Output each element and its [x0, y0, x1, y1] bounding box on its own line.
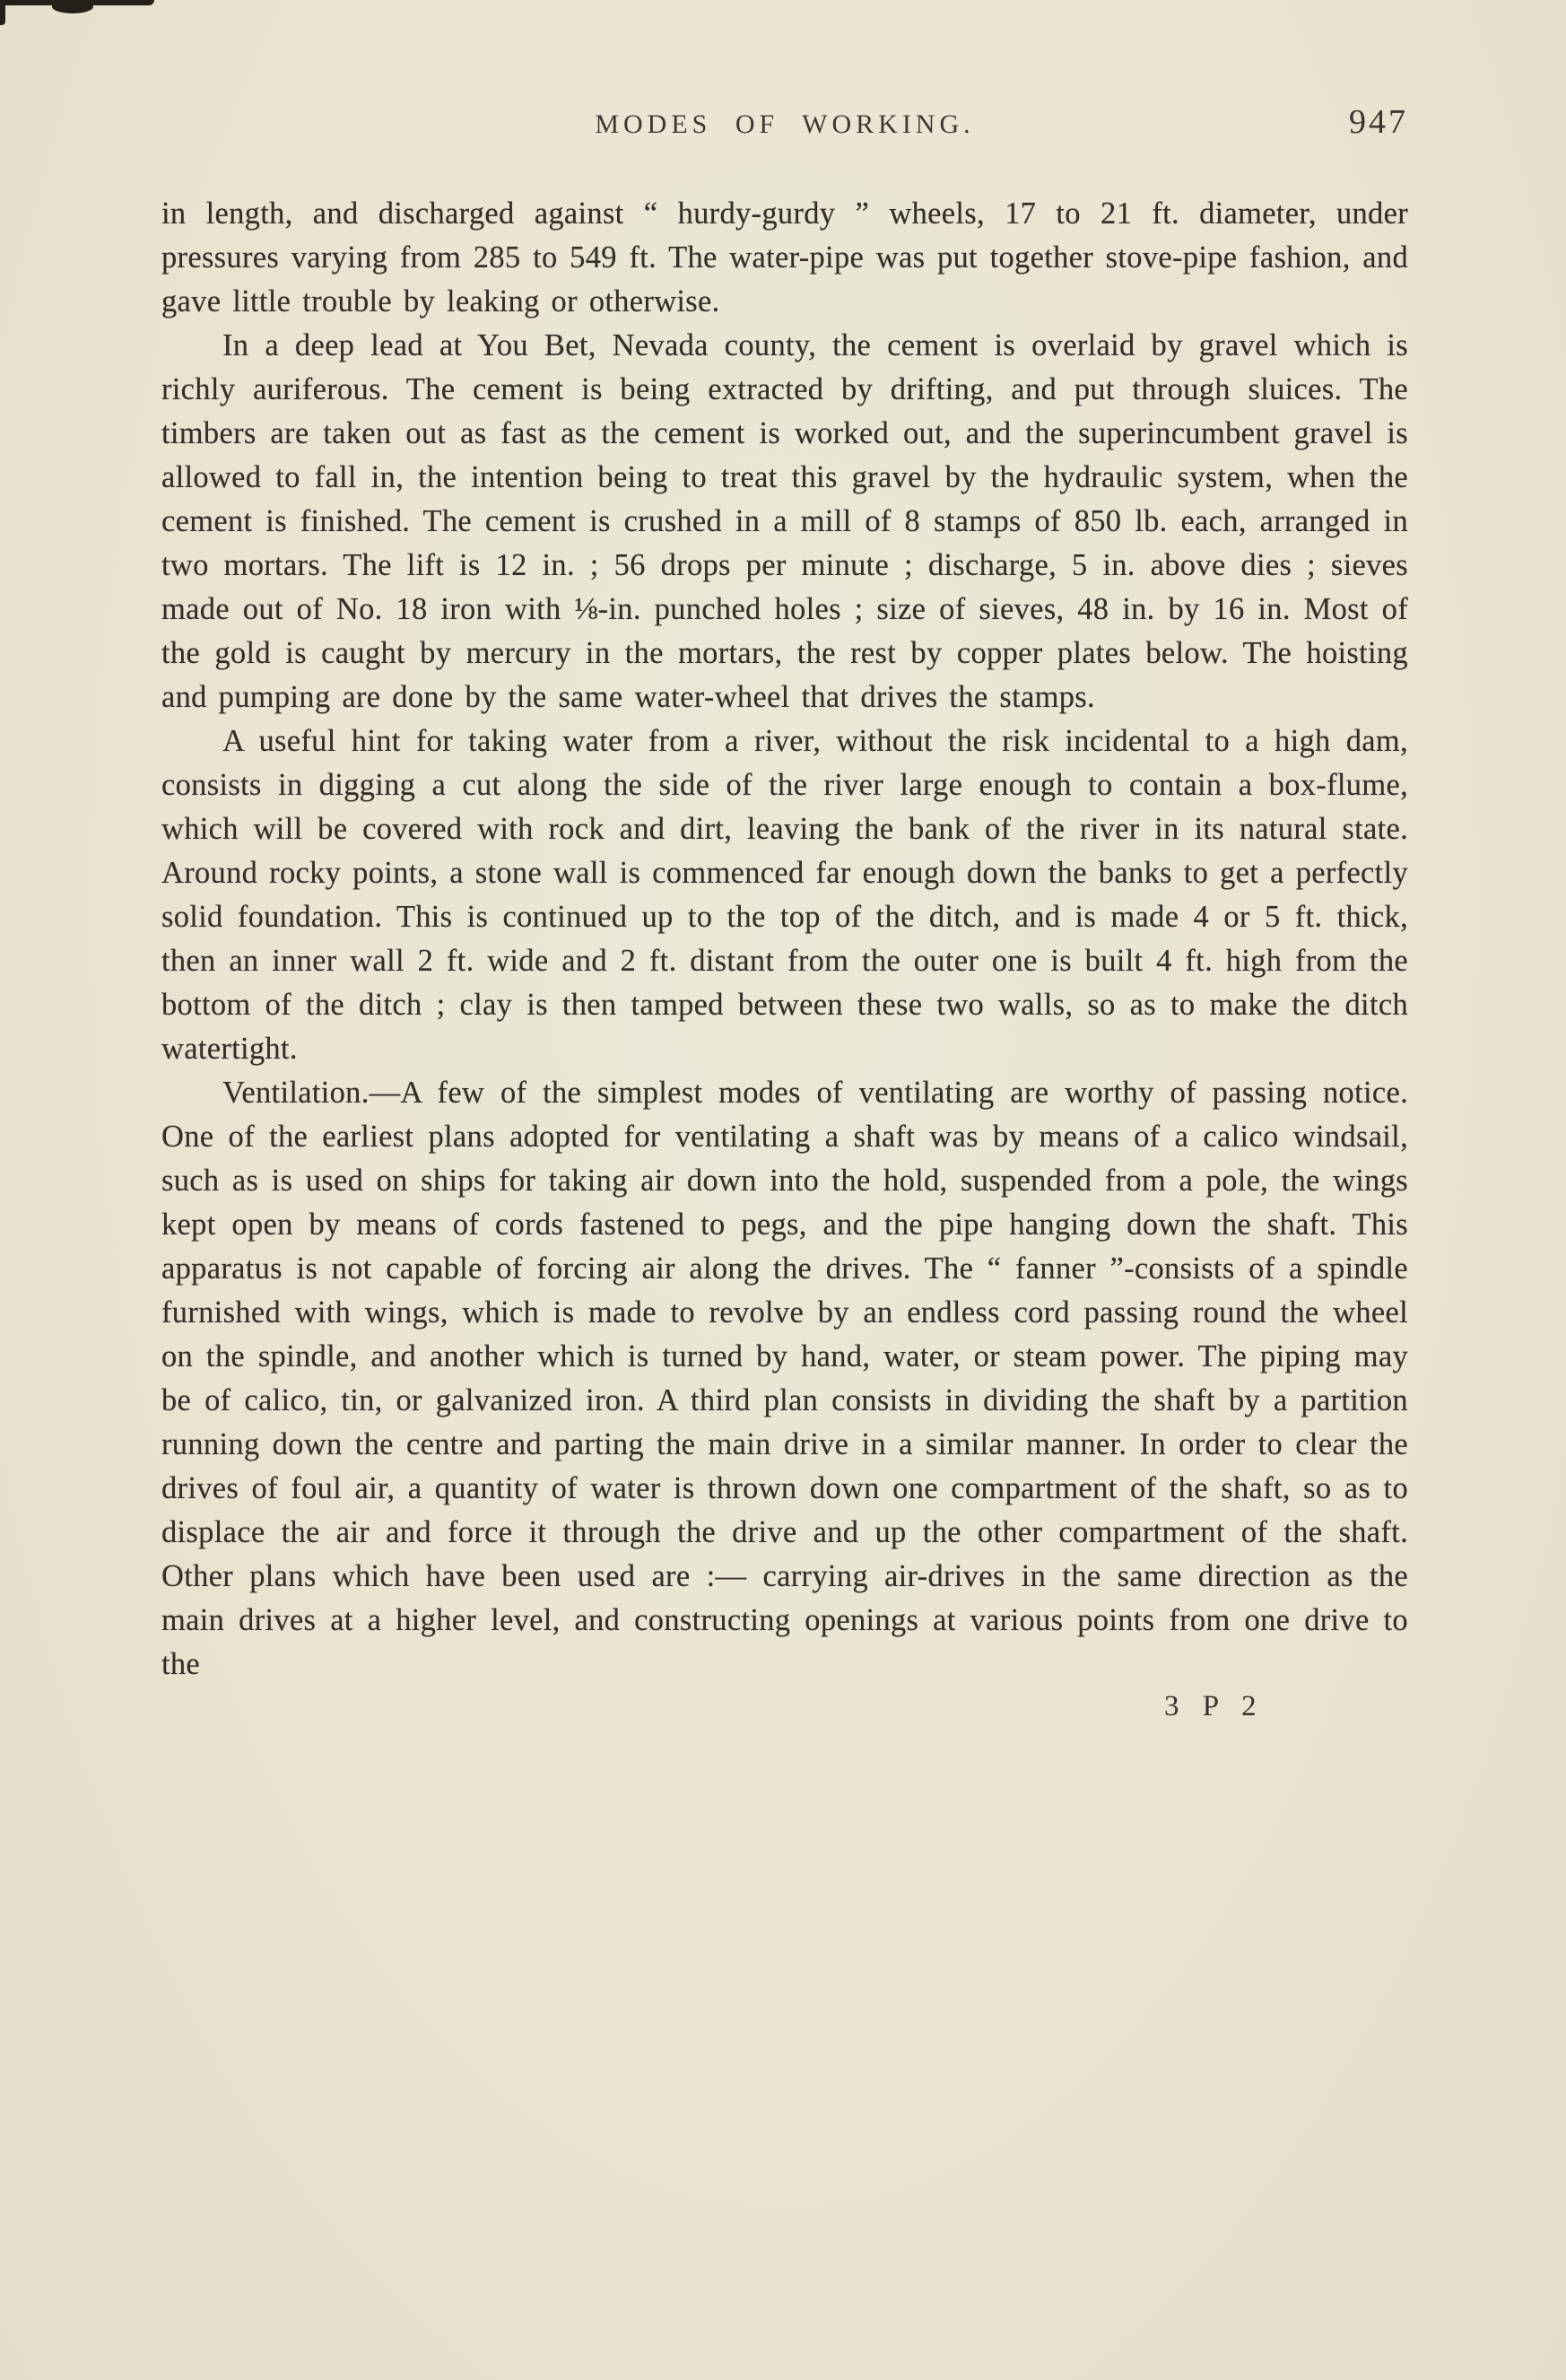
paragraph-4: Ventilation.—A few of the simplest modes of ventilating are worthy of passing notice. One of the earliest plans adopted for ventilating a shaft was by means of a calico windsail, such as is used on ships for taking air down into the hold, suspended from a pole, the wings kept open by means of cords fastened to pegs, and the pipe hanging down the shaft. This apparatus is not capable of forcing air along the drives. The “ fanner ”-consists of a spindle furnished with wings, which is made to revolve by an endless cord passing round the wheel on the spindle, and another which is turned by hand, water, or steam power. The piping may be of calico, tin, or galvanized iron. A third plan consists in dividing the shaft by a partition running down the centre and parting the main drive in a similar manner. In order to clear the drives of foul air, a quantity of water is thrown down one compartment of the shaft, so as to displace the air and force it through the drive and up the other compartment of the shaft. Other plans which have been used are :— carrying air-drives in the same direction as the main drives at a higher level, and constructing openings at various points from one drive to the: [161, 1076, 1408, 1681]
page-header: [161, 103, 1408, 151]
page-number: 947: [1349, 103, 1408, 141]
page-body: [161, 192, 1408, 1687]
printers-signature: 3 P 2: [1164, 1690, 1265, 1722]
paragraph-3: A useful hint for taking water from a river, without the risk incidental to a high dam, consists in digging a cut along the side of the river large enough to contain a box-flume, which will be covered with rock and dirt, leaving the bank of the river in its natural state. Around rocky points, a stone wall is commenced far enough down the banks to get a perfectly solid foundation. This is continued up to the top of the ditch, and is made 4 or 5 ft. thick, then an inner wall 2 ft. wide and 2 ft. distant from the outer one is built 4 ft. high from the bottom of the ditch ; clay is then tamped between these two walls, so as to make the ditch watertight.: [161, 724, 1408, 1066]
page-footer: [161, 1687, 1408, 1740]
paragraph-2: In a deep lead at You Bet, Nevada county, the cement is overlaid by gravel which is richly auriferous. The cement is being extracted by drifting, and put through sluices. The timbers are taken out as fast as the cement is worked out, and the superincumbent gravel is allowed to fall in, the intention being to treat this gravel by the hydraulic system, when the cement is finished. The cement is crushed in a mill of 8 stamps of 850 lb. each, arranged in two mortars. The lift is 12 in. ; 56 drops per minute ; discharge, 5 in. above dies ; sieves made out of No. 18 iron with ⅛-in. punched holes ; size of sieves, 48 in. by 16 in. Most of the gold is caught by mercury in the mortars, the rest by copper plates below. The hoisting and pumping are done by the same water-wheel that drives the stamps.: [161, 328, 1408, 714]
paragraph-1: in length, and discharged against “ hurdy-gurdy ” wheels, 17 to 21 ft. diameter, under pressures varying from 285 to 549 ft. The water-pipe was put together stove-pipe fashion, and gave little trouble by leaking or otherwise.: [161, 196, 1408, 318]
page-content: [161, 103, 1408, 1740]
running-title: MODES OF WORKING.: [595, 109, 975, 139]
scan-artifact: [52, 0, 93, 13]
scan-artifact: [0, 0, 5, 25]
